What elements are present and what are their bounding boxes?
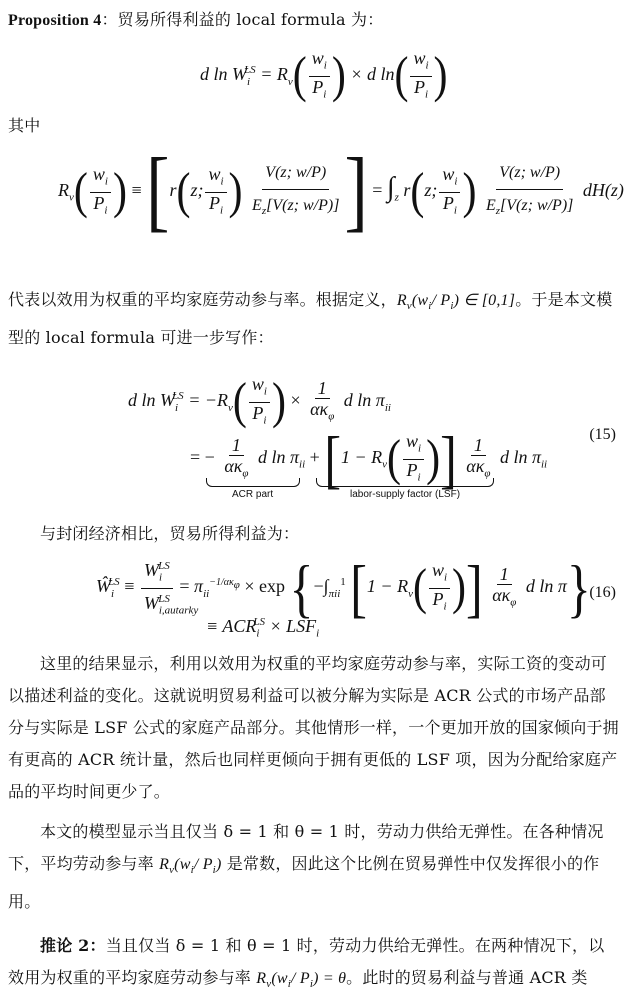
eq-times: × d ln bbox=[350, 64, 395, 85]
equation-15-number: (15) bbox=[589, 426, 616, 443]
frac-1-over-ak: $\frac{1}{\alpha\kappa_\varphi}$ bbox=[310, 377, 335, 423]
equation-16-line-2: ≡ $ACR_i^{LS} \times LSF_i$ bbox=[206, 616, 320, 640]
corollary-label: 推论 2： bbox=[40, 936, 106, 955]
frac-1-over-ak-4: $\frac{1}{\alpha\kappa_\varphi}$ bbox=[492, 563, 517, 609]
frac-w-over-p-4: $\frac{w_i}{P_i}$ bbox=[205, 164, 226, 220]
rv-lhs: R bbox=[58, 180, 69, 201]
proposition-4-heading bbox=[8, 4, 620, 37]
lsf-label: labor-supply factor (LSF) bbox=[350, 489, 461, 500]
frac-v-over-ev: $\frac{V(z; w/P)}{E_z[V(z; w/P)]}$ bbox=[249, 157, 342, 227]
qizhong-label: 其中 bbox=[8, 116, 41, 135]
frac-w-over-p-6: $\frac{w_i}{P_i}$ bbox=[249, 374, 270, 430]
paragraph-1: 代表以效用为权重的平均家庭劳动参与率。根据定义，$R_v(w_i/$ $P_i$) ∈ [0,1]。于是本文模型的 local formula 可进一步写作： bbox=[8, 290, 613, 348]
eq-rhs: = R bbox=[260, 64, 288, 85]
frac-w-over-p: $\frac{w_i}{P_i}$ bbox=[309, 48, 330, 104]
paragraph-4: 本文的模型显示当且仅当 δ = 1 和 θ = 1 时，劳动力供给无弹性。在各种情况下，平均劳动参与率 $R_v(w_i/$ $P_i$) 是常数，因此这个比例在贸易弹性中仅发挥很小的作用。 bbox=[8, 822, 604, 912]
frac-w-over-p-7: $\frac{w_i}{P_i}$ bbox=[403, 431, 424, 487]
frac-w-over-p-5: $\frac{w_i}{P_i}$ bbox=[439, 164, 460, 220]
frac-w-over-w-autarky: $\frac{W_i^{LS}}{W_{i,autarky}^{LS}}$ bbox=[141, 556, 173, 620]
eq-lhs: d ln W bbox=[200, 64, 247, 85]
eq-rhs-sub: v bbox=[287, 75, 293, 88]
equation-15-line-2: = − $\frac{1}{\alpha\kappa_\varphi}$ d $\ln \pi_{ii} + [1 - R_v$( $\frac{w_i}{P_i}$ )] $\frac{1}{\alpha\kappa_\varphi}$ d $\ln \pi_{ii}$ bbox=[190, 422, 548, 496]
dH-term: dH(z) bbox=[582, 180, 624, 201]
lsf-underbrace bbox=[316, 478, 494, 487]
frac-1-over-ak-2: $\frac{1}{\alpha\kappa_\varphi}$ bbox=[224, 434, 249, 480]
proposition-label: Proposition 4 bbox=[8, 12, 102, 29]
integral-sign: ∫ bbox=[386, 172, 395, 204]
frac-w-over-p-8: $\frac{w_i}{P_i}$ bbox=[429, 560, 450, 616]
equation-prop4: d $\ln W_i^{LS} = R_v$( $\frac{w_i}{P_i}$ ) × d ln( $\frac{w_i}{P_i}$ ) bbox=[200, 48, 448, 104]
paragraph-3: 这里的结果显示，利用以效用为权重的平均家庭劳动参与率，实际工资的变动可以描述利益的变化。这就说明贸易利益可以被分解为实际是 ACR 公式的市场产品部分与实际是 LSF 公式的家庭产品部分。其他情形一样，一个更加开放的国家倾向于拥有更高的 ACR 统计量，然后也同样更倾向于拥有更低的 LSF 项，因为分配给家庭产品的平均时间更少了。 bbox=[8, 654, 619, 801]
paragraph-2: 与封闭经济相比，贸易所得利益为： bbox=[40, 524, 300, 543]
equation-16-number: (16) bbox=[589, 584, 616, 601]
acr-part-label: ACR part bbox=[232, 489, 274, 500]
proposition-text: ：贸易所得利益的 local formula 为： bbox=[101, 10, 384, 29]
equation-15-line-1: d $\ln W_i^{LS} = -R_v$( $\frac{w_i}{P_i}$ ) × $\frac{1}{\alpha\kappa_\varphi}$ d $\ln \pi_{ii}$ bbox=[128, 374, 391, 430]
rv-equiv: ≡ bbox=[131, 180, 142, 201]
eq-lhs-sup: LS bbox=[244, 64, 256, 77]
frac-w-over-p-2: $\frac{w_i}{P_i}$ bbox=[410, 48, 431, 104]
frac-v-over-ev-2: $\frac{V(z; w/P)}{E_z[V(z; w/P)]}$ bbox=[483, 157, 576, 227]
eq-lhs-sub: i bbox=[247, 75, 251, 88]
corollary-2: 推论 2：当且仅当 δ = 1 和 θ = 1 时，劳动力供给无弹性。在两种情况下，以效用为权重的平均家庭劳动参与率 $R_v(w_i/$ $P_i) = \theta$。此时的贸易利益与普通 ACR 类 bbox=[8, 936, 605, 991]
frac-w-over-p-3: $\frac{w_i}{P_i}$ bbox=[90, 164, 111, 220]
equation-16-line-1: $Ŵ_i^{LS}$ ≡ $\frac{W_i^{LS}}{W_{i,autarky}^{LS}}$ = $\pi_{ii}^{-1/\alpha\kappa_\varphi} \times \exp \{-\int_{\pi ii}^1$ [$1 - R_v$( $\frac{w_i}{P_i}$ )] $\frac{1}{\alpha\kappa_\varphi}$ d ln π} bbox=[96, 551, 591, 625]
acr-underbrace bbox=[206, 478, 300, 487]
frac-1-over-ak-3: $\frac{1}{\alpha\kappa_\varphi}$ bbox=[466, 434, 491, 480]
equation-rv-definition: $R_v$( $\frac{w_i}{P_i}$ ) ≡ [r(z; $\frac{w_i}{P_i}$ ) $\frac{V(z; w/P)}{E_z[V(z; w/P)]}$ ] = $\int_z$ r(z; $\frac{w_i}{P_i}$ ) $\frac{V(z; w/P)}{E_z[V(z; w/P)]}$ dH(z) bbox=[58, 141, 624, 242]
